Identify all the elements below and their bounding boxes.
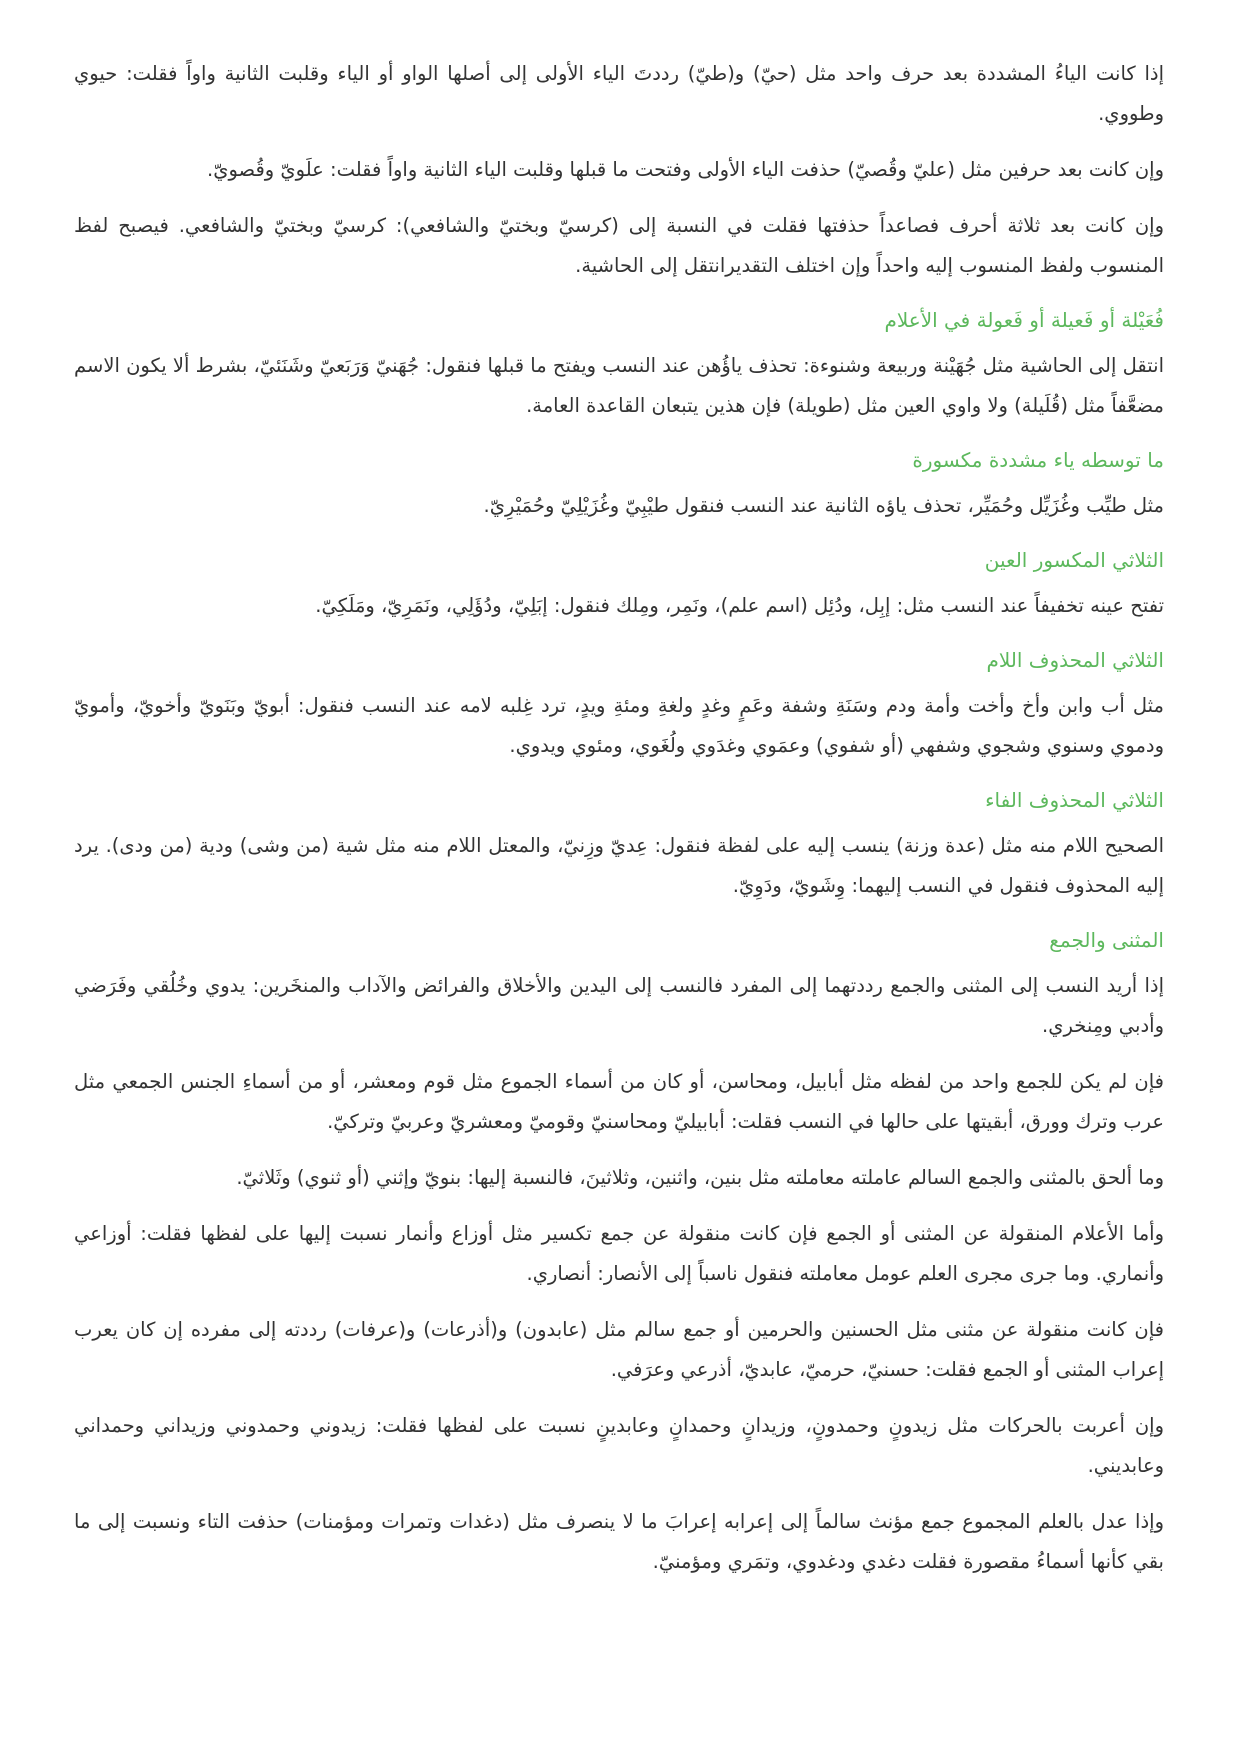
paragraph: مثل أب وابن وأخ وأخت وأمة ودم وسَنَةِ وشفة وعَمٍ وغدٍ ولغةِ ومئةِ ويدٍ، ترد غِلبه لامه عند النسب فنقول: أبويّ وبَنَويّ وأخويّ، وأمويّ ودموي وسنوي وشجوي وشفهي (أو شفوي) وعمَوي وغدَوي ولُغَوي، ومئوي ويدوي. (74, 694, 1164, 757)
section-heading: فُعَيْلة أو فَعيلة أو فَعولة في الأعلام (884, 308, 1164, 332)
paragraph: تفتح عينه تخفيفاً عند النسب مثل: إبِل، ودُئِل (اسم علم)، ونَمِر، ومِلك فنقول: إبَلِيّ، ودُؤَلِي، ونَمَرِيّ، ومَلَكِيّ. (315, 594, 1164, 617)
paragraph: وما ألحق بالمثنى والجمع السالم عاملته معاملته مثل بنين، واثنين، وثلاثينَ، فالنسبة إليها: بنويّ وإثني (أو ثنوي) وثَلاثيّ. (236, 1166, 1164, 1189)
paragraph: فإن لم يكن للجمع واحد من لفظه مثل أبابيل، ومحاسن، أو كان من أسماء الجموع مثل قوم ومعشر، أو من أسماءِ الجنس الجمعي مثل عرب وترك وورق، أبقيتها على حالها في النسب فقلت: أبابيليّ ومحاسنيّ وقوميّ ومعشريّ وعربيّ وتركيّ. (74, 1070, 1164, 1133)
paragraph: فإن كانت منقولة عن مثنى مثل الحسنين والحرمين أو جمع سالم مثل (عابدون) و(أذرعات) و(عرفات) رددته إلى مفرده إن كان يعرب إعراب المثنى أو الجمع فقلت: حسنيّ، حرميّ، عابديّ، أذرعي وعرَفي. (74, 1318, 1164, 1381)
paragraph: مثل طيِّب وغُزَيِّل وحُمَيِّر، تحذف ياؤه الثانية عند النسب فنقول طيْبِيّ وغُزَيْلِيّ وحُمَيْرِيّ. (483, 494, 1164, 517)
section-heading: المثنى والجمع (1049, 928, 1164, 952)
section-heading: ما توسطه ياء مشددة مكسورة (912, 448, 1164, 472)
paragraph: إذا كانت الياءُ المشددة بعد حرف واحد مثل (حيّ) و(طيّ) رددتَ الياء الأولى إلى أصلها الواو أو الياء وقلبت الثانية واواً فقلت: حيوي وطووي. (74, 62, 1164, 125)
section-heading: الثلاثي المحذوف الفاء (985, 788, 1164, 812)
paragraph: وإذا عدل بالعلم المجموع جمع مؤنث سالماً إلى إعرابه إعرابَ ما لا ينصرف مثل (دغدات وتمرات ومؤمنات) حذفت التاء ونسبت إلى ما بقي كأنها أسماءُ مقصورة فقلت دغدي ودغدوي، وتمَري ومؤمنيّ. (74, 1510, 1164, 1573)
paragraph: وأما الأعلام المنقولة عن المثنى أو الجمع فإن كانت منقولة عن جمع تكسير مثل أوزاع وأنمار نسبت إليها على لفظها فقلت: أوزاعي وأنماري. وما جرى مجرى العلم عومل معاملته فنقول ناسباً إلى الأنصار: أنصاري. (74, 1222, 1164, 1285)
article-body (74, 54, 1164, 1598)
paragraph: وإن كانت بعد ثلاثة أحرف فصاعداً حذفتها فقلت في النسبة إلى (كرسيّ وبختيّ والشافعي): كرسيّ وبختيّ والشافعي. فيصبح لفظ المنسوب ولفظ المنسوب إليه واحداً وإن اختلف التقديرانتقل إلى الحاشية. (74, 214, 1164, 277)
paragraph: وإن كانت بعد حرفين مثل (عليّ وقُصيّ) حذفت الياء الأولى وفتحت ما قبلها وقلبت الياء الثانية واواً فقلت: علَويّ وقُصويّ. (207, 158, 1164, 181)
paragraph: وإن أعربت بالحركات مثل زيدونٍ وحمدونٍ، وزيدانٍ وحمدانٍ وعابدينٍ نسبت على لفظها فقلت: زيدوني وحمدوني وزيداني وحمداني وعابديني. (74, 1414, 1164, 1477)
paragraph: إذا أريد النسب إلى المثنى والجمع رددتهما إلى المفرد فالنسب إلى اليدين والأخلاق والفرائض والآداب والمنخَرين: يدوي وخُلُقي وفَرَضي وأدبي ومِنخري. (74, 974, 1164, 1037)
paragraph: انتقل إلى الحاشية مثل جُهَيْنة وربيعة وشنوءة: تحذف ياؤُهن عند النسب ويفتح ما قبلها فنقول: جُهَنيّ وَرَبَعيّ وشَنَئيّ، بشرط ألا يكون الاسم مضعَّفاً مثل (قُلَيلة) ولا واوي العين مثل (طويلة) فإن هذين يتبعان القاعدة العامة. (74, 354, 1164, 417)
paragraph: الصحيح اللام منه مثل (عدة وزنة) ينسب إليه على لفظة فنقول: عِديّ وزِنيّ، والمعتل اللام منه مثل شية (من وشى) ودية (من ودى). يرد إليه المحذوف فنقول في النسب إليهما: وِشَويّ، ودَوِيّ. (74, 834, 1164, 897)
section-heading: الثلاثي المكسور العين (984, 548, 1164, 572)
section-heading: الثلاثي المحذوف اللام (986, 648, 1164, 672)
